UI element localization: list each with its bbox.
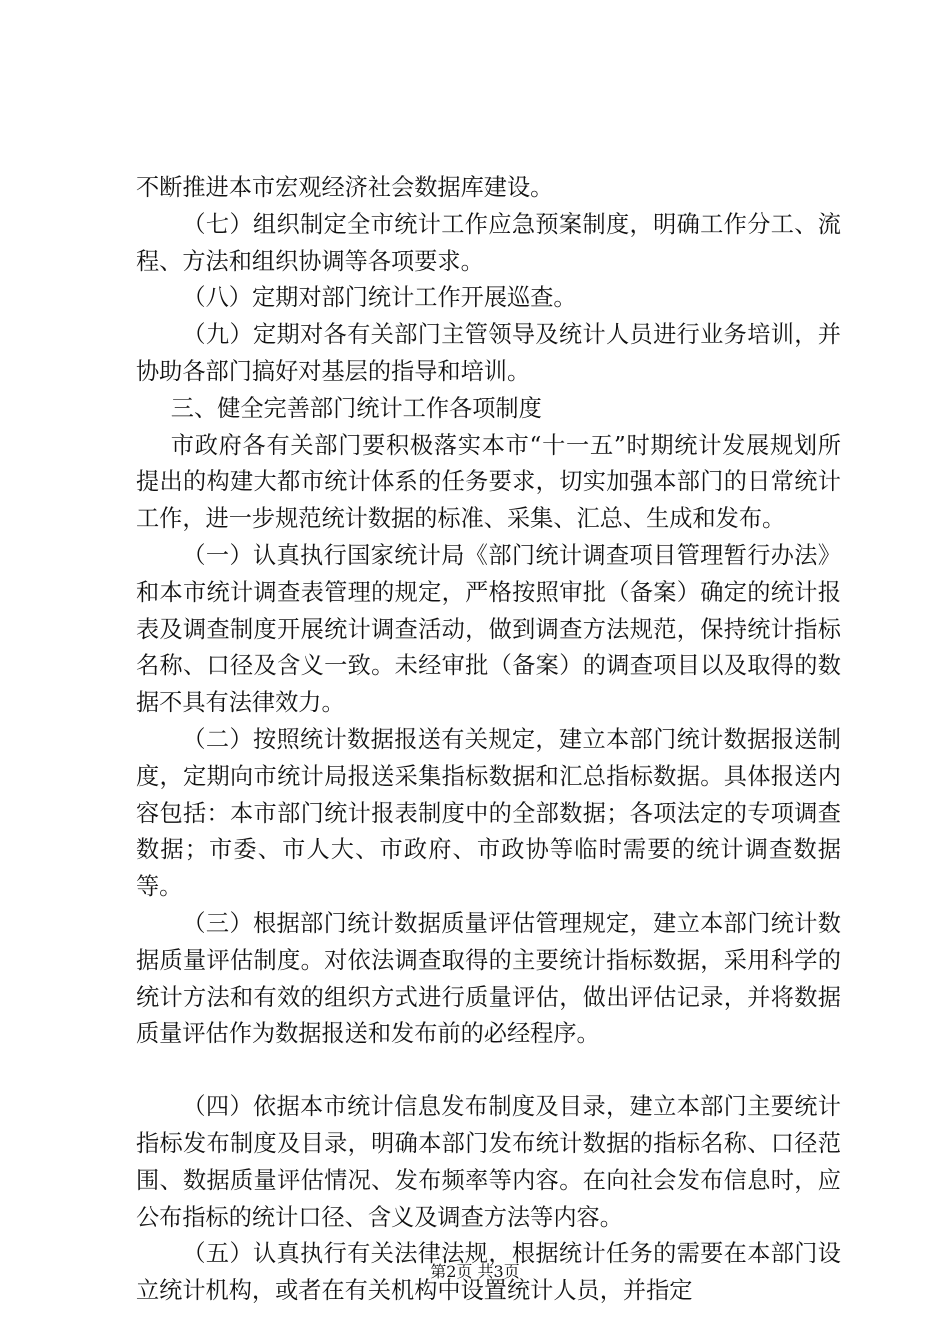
paragraph-item-4: （四）依据本市统计信息发布制度及目录，建立本部门主要统计指标发布制度及目录，明确本部门发布统计数据的指标名称、口径范围、数据质量评估情况、发布频率等内容。在向社会发布信息时，应公布指标的统计口径、含义及调查方法等内容。 (136, 1093, 841, 1231)
document-body (136, 170, 841, 1310)
paragraph-item-8: （八）定期对部门统计工作开展巡查。 (182, 284, 577, 312)
paragraph-item-1: （一）认真执行国家统计局《部门统计调查项目管理暂行办法》和本市统计调查表管理的规定，严格按照审批（备案）确定的统计报表及调查制度开展统计调查活动，做到调查方法规范，保持统计指标名称、口径及含义一致。未经审批（备案）的调查项目以及取得的数据不具有法律效力。 (136, 541, 841, 717)
paragraph-item-7: （七）组织制定全市统计工作应急预案制度，明确工作分工、流程、方法和组织协调等各项要求。 (136, 210, 841, 275)
page-footer: 第2页 共3页 (430, 1262, 520, 1281)
paragraph-item-2: （二）按照统计数据报送有关规定，建立本部门统计数据报送制度，定期向市统计局报送采集指标数据和汇总指标数据。具体报送内容包括：本市部门统计报表制度中的全部数据；各项法定的专项调查数据；市委、市人大、市政府、市政协等临时需要的统计调查数据等。 (136, 725, 841, 901)
paragraph-item-5: （五）认真执行有关法律法规，根据统计任务的需要在本部门设立统计机构，或者在有关机构中设置统计人员，并指定 (136, 1240, 841, 1305)
paragraph-section-intro: 市政府各有关部门要积极落实本市“十一五”时期统计发展规划所提出的构建大都市统计体系的任务要求，切实加强本部门的日常统计工作，进一步规范统计数据的标准、采集、汇总、生成和发布。 (136, 431, 841, 533)
section-heading-3: 三、健全完善部门统计工作各项制度 (170, 394, 542, 422)
paragraph-item-9: （九）定期对各有关部门主管领导及统计人员进行业务培训，并协助各部门搞好对基层的指导和培训。 (136, 321, 841, 385)
paragraph-item-3: （三）根据部门统计数据质量评估管理规定，建立本部门统计数据质量评估制度。对依法调查取得的主要统计指标数据，采用科学的统计方法和有效的组织方式进行质量评估，做出评估记录，并将数据质量评估作为数据报送和发布前的必经程序。 (136, 909, 841, 1048)
paragraph-continuation: 不断推进本市宏观经济社会数据库建设。 (136, 174, 554, 201)
